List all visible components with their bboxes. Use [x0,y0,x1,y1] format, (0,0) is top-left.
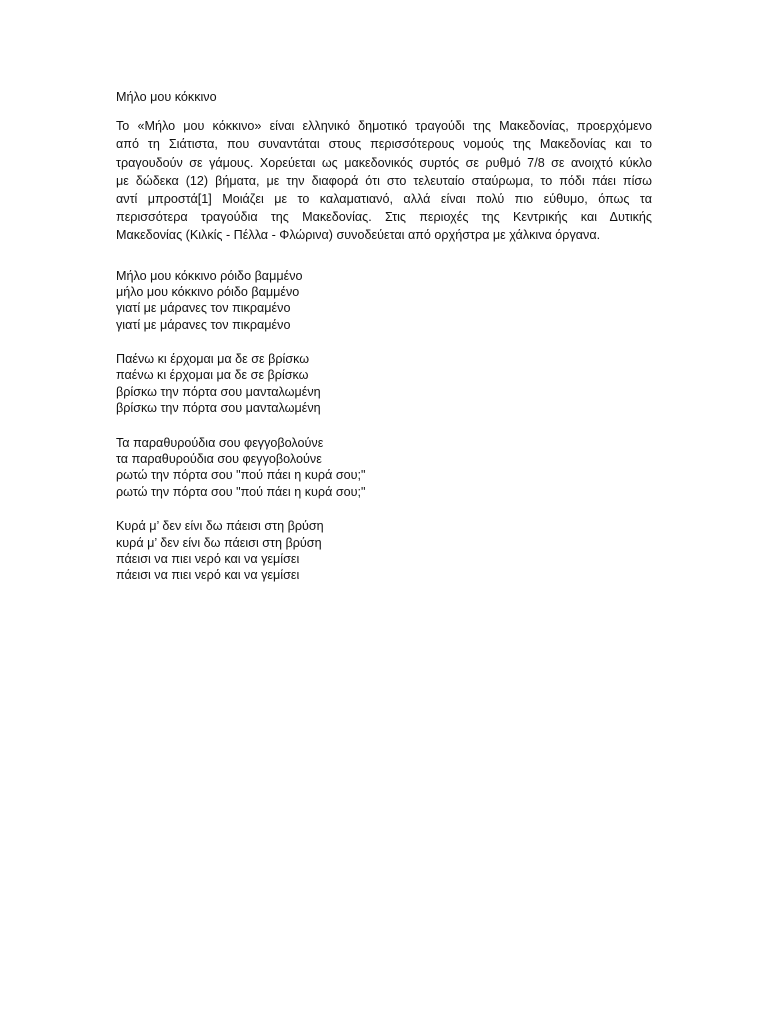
verse-line: παένω κι έρχομαι μα δε σε βρίσκω [116,368,309,383]
verse-line: Κυρά μ’ δεν είνι δω πάεισι στη βρύση [116,519,324,534]
intro-line: με δώδεκα (12) βήματα, με την διαφορά ότι στο τελευταίο σταύρωμα, το πόδι πάει πίσω [116,173,652,188]
stanza [116,435,652,501]
stanza [116,351,652,417]
intro-line: Το «Μήλο μου κόκκινο» είναι ελληνικό δημοτικό τραγούδι της Μακεδονίας, προερχόμενο [116,119,652,134]
verse-line: πάεισι να πιει νερό και να γεμίσει [116,551,300,566]
verse-line: Μήλο μου κόκκινο ρόιδο βαμμένο [116,268,303,283]
intro-line: τραγουδούν σε γάμους. Χορεύεται ως μακεδονικός συρτός σε ρυθμό 7/8 σε ανοιχτό κύκλο [116,155,652,170]
verse-line: Τα παραθυρούδια σου φεγγοβολούνε [116,435,324,450]
stanza [116,518,652,584]
song-lyrics [116,268,652,584]
verse-line: ρωτώ την πόρτα σου "πού πάει η κυρά σου;" [116,468,366,483]
verse-line: τα παραθυρούδια σου φεγγοβολούνε [116,452,322,467]
intro-line: περισσότερα τραγούδια της Μακεδονίας. Στις περιοχές της Κεντρικής και Δυτικής [116,210,652,225]
document-title: Μήλο μου κόκκινο [116,90,217,104]
intro-line: Μακεδονίας (Κιλκίς - Πέλλα - Φλώρινα) συνοδεύεται από ορχήστρα με χάλκινα όργανα. [116,228,601,243]
verse-line: πάεισι να πιει νερό και να γεμίσει [116,568,300,583]
verse-line: γιατί με μάρανες τον πικραμένο [116,317,291,332]
verse-line: μήλο μου κόκκινο ρόιδο βαμμένο [116,284,300,299]
stanza [116,268,652,334]
intro-line: από τη Σιάτιστα, που συναντάται στους περισσότερους νομούς της Μακεδονίας και το [116,137,652,152]
intro-paragraph [116,117,652,244]
verse-line: κυρά μ’ δεν είνι δω πάεισι στη βρύση [116,535,322,550]
verse-line: γιατί με μάρανες τον πικραμένο [116,301,291,316]
verse-line: βρίσκω την πόρτα σου μανταλωμένη [116,384,321,399]
verse-line: βρίσκω την πόρτα σου μανταλωμένη [116,401,321,416]
intro-line: αντί μπροστά[1] Μοιάζει με το καλαματιανό, αλλά είναι πολύ πιο εύθυμο, όπως τα [116,191,652,206]
verse-line: ρωτώ την πόρτα σου "πού πάει η κυρά σου;" [116,484,366,499]
document-page [116,88,652,602]
verse-line: Παένω κι έρχομαι μα δε σε βρίσκω [116,352,310,367]
